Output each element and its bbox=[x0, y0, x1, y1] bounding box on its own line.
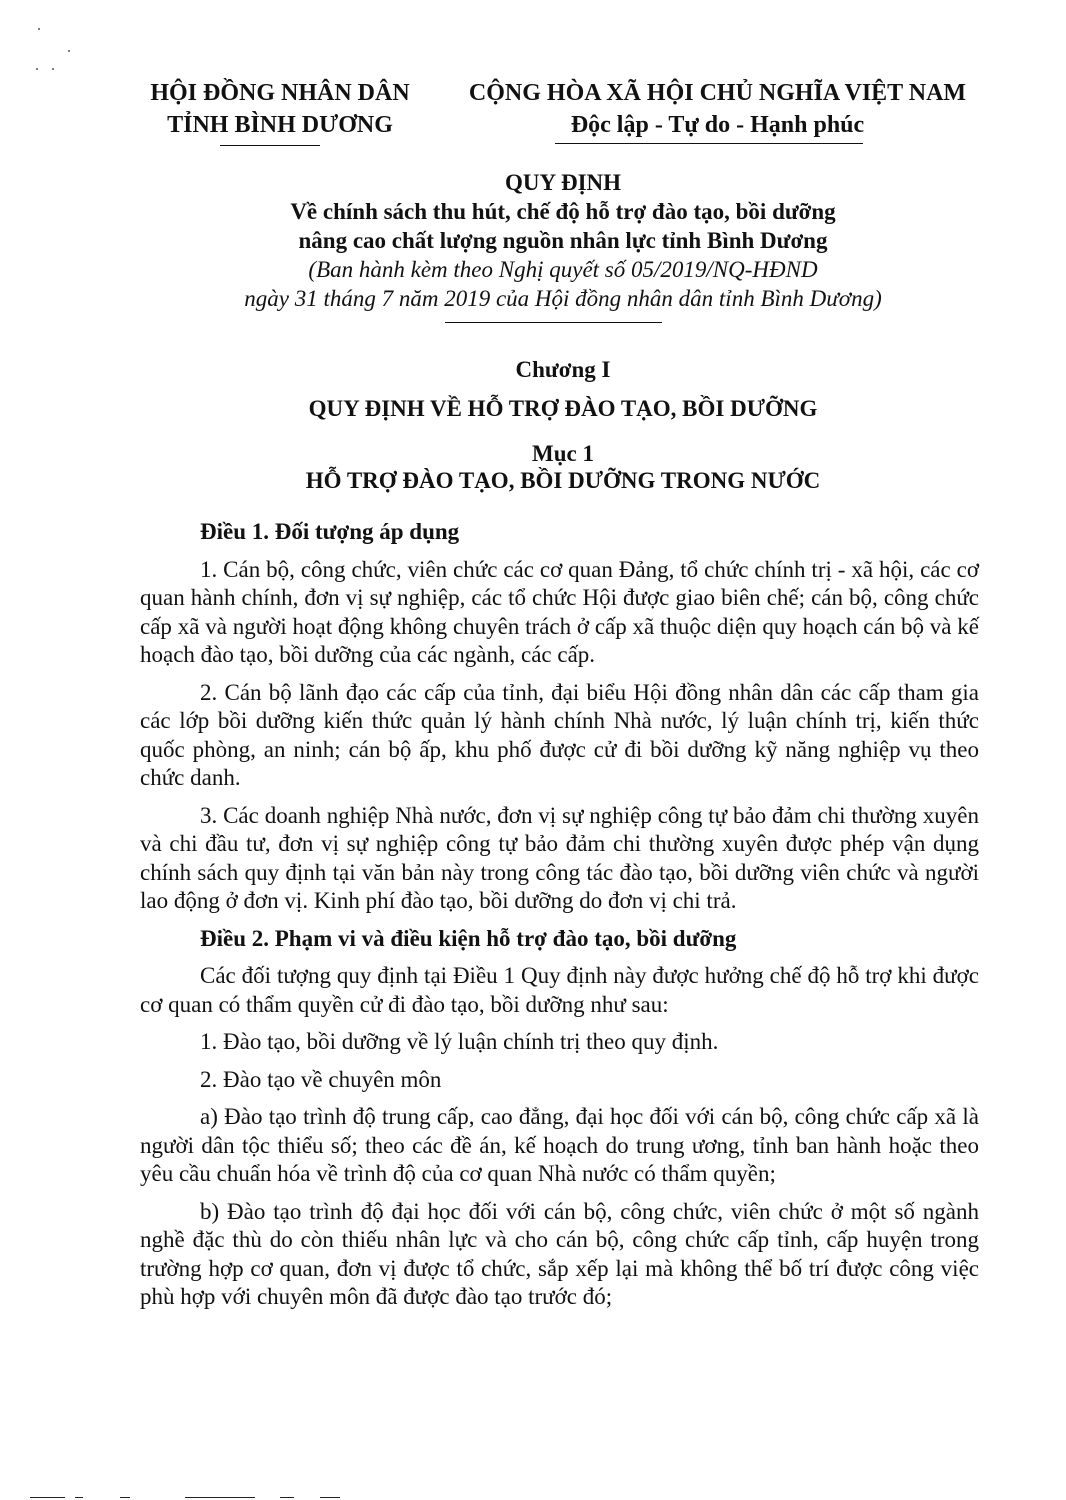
scan-footer-mark bbox=[75, 1497, 83, 1498]
subject-line-1: Về chính sách thu hút, chế độ hỗ trợ đào tạo, bồi dưỡng bbox=[290, 199, 836, 224]
authority-underline bbox=[220, 145, 320, 146]
scan-footer-mark bbox=[30, 1497, 65, 1498]
scan-footer-mark bbox=[120, 1497, 130, 1498]
authority-line-1: HỘI ĐỒNG NHÂN DÂN bbox=[150, 80, 410, 106]
article-2-title: Điều 2. Phạm vi và điều kiện hỗ trợ đào tạo, bồi dưỡng bbox=[200, 925, 737, 951]
scan-speck bbox=[68, 50, 70, 52]
scan-speck bbox=[38, 28, 40, 30]
scan-footer-mark bbox=[280, 1497, 294, 1498]
chapter-number: Chương I bbox=[515, 357, 611, 382]
scan-footer-mark bbox=[320, 1497, 340, 1498]
article-2-clause-1: 1. Đào tạo, bồi dưỡng về lý luận chính trị theo quy định. bbox=[200, 1029, 719, 1054]
country-name: CỘNG HÒA XÃ HỘI CHỦ NGHĨA VIỆT NAM bbox=[468, 80, 967, 106]
document-type: QUY ĐỊNH bbox=[504, 170, 622, 195]
article-2-intro: Các đối tượng quy định tại Điều 1 Quy định này được hưởng chế độ hỗ trợ khi được cơ quan có thẩm quyền cử đi đào tạo, bồi dưỡng như sau: bbox=[140, 963, 979, 1017]
document-title-block bbox=[150, 168, 976, 313]
authority-line-2: TỈNH BÌNH DƯƠNG bbox=[167, 112, 393, 138]
national-motto bbox=[445, 77, 990, 141]
article-2-clause-2b: b) Đào tạo trình độ đại học đối với cán bộ, công chức, viên chức ở một số ngành nghề đặc thù do còn thiếu nhân lực và cho cán bộ, công chức cấp tỉnh, cấp huyện trong trường hợp cơ quan, đơn vị được tổ chức, sắp xếp lại mà không thể bố trí được công việc phù hợp với chuyên môn đã được đào tạo trước đó; bbox=[140, 1198, 979, 1309]
article-1-title: Điều 1. Đối tượng áp dụng bbox=[200, 519, 460, 544]
article-2-clause-2a: a) Đào tạo trình độ trung cấp, cao đẳng, đại học đối với cán bộ, công chức cấp xã là người dân tộc thiểu số; theo các đề án, kế hoạch do trung ương, tỉnh ban hành hoặc theo yêu cầu chuẩn hóa về trình độ của cơ quan Nhà nước có thẩm quyền; bbox=[140, 1104, 979, 1186]
subject-line-2: nâng cao chất lượng nguồn nhân lực tỉnh Bình Dương bbox=[298, 228, 828, 253]
section-name: HỖ TRỢ ĐÀO TẠO, BỒI DƯỠNG TRONG NƯỚC bbox=[305, 468, 821, 493]
article-1-clause-3: 3. Các doanh nghiệp Nhà nước, đơn vị sự nghiệp công tự bảo đảm chi thường xuyên và chi đầu tư, đơn vị sự nghiệp công tự bảo đảm chi thường xuyên được phép vận dụng chính sách quy định tại văn bản này trong công tác đào tạo, bồi dưỡng viên chức và người lao động ở đơn vị. Kinh phí đào tạo, bồi dưỡng do đơn vị chi trả. bbox=[140, 802, 979, 913]
scan-speck bbox=[36, 68, 38, 70]
motto: Độc lập - Tự do - Hạnh phúc bbox=[570, 112, 865, 138]
article-2-clause-2: 2. Đào tạo về chuyên môn bbox=[200, 1066, 442, 1092]
article-1-clause-1: 1. Cán bộ, công chức, viên chức các cơ quan Đảng, tổ chức chính trị - xã hội, các cơ quan hành chính, đơn vị sự nghiệp, các tổ chức Hội được giao biên chế; cán bộ, công chức cấp xã và người hoạt động không chuyên trách ở cấp xã thuộc diện quy hoạch cán bộ và kế hoạch đào tạo, bồi dưỡng của các ngành, các cấp. bbox=[140, 556, 979, 667]
issued-line-2: ngày 31 tháng 7 năm 2019 của Hội đồng nhân dân tỉnh Bình Dương) bbox=[244, 286, 882, 311]
scan-footer-mark bbox=[185, 1497, 255, 1498]
scan-speck bbox=[52, 68, 54, 70]
title-underline bbox=[445, 322, 662, 323]
motto-underline bbox=[555, 143, 863, 144]
chapter-name: QUY ĐỊNH VỀ HỖ TRỢ ĐÀO TẠO, BỒI DƯỠNG bbox=[308, 396, 818, 421]
issuing-authority bbox=[140, 77, 420, 141]
issued-line-1: (Ban hành kèm theo Nghị quyết số 05/2019/NQ-HĐND bbox=[308, 257, 818, 282]
article-1-clause-2: 2. Cán bộ lãnh đạo các cấp của tỉnh, đại biểu Hội đồng nhân dân các cấp tham gia các lớp bồi dưỡng kiến thức quản lý hành chính Nhà nước, lý luận chính trị, kiến thức quốc phòng, an ninh; cán bộ ấp, khu phố được cử đi bồi dưỡng kỹ năng nghiệp vụ theo chức danh. bbox=[140, 679, 979, 790]
document-body bbox=[140, 518, 979, 1321]
section-number: Mục 1 bbox=[532, 441, 594, 466]
